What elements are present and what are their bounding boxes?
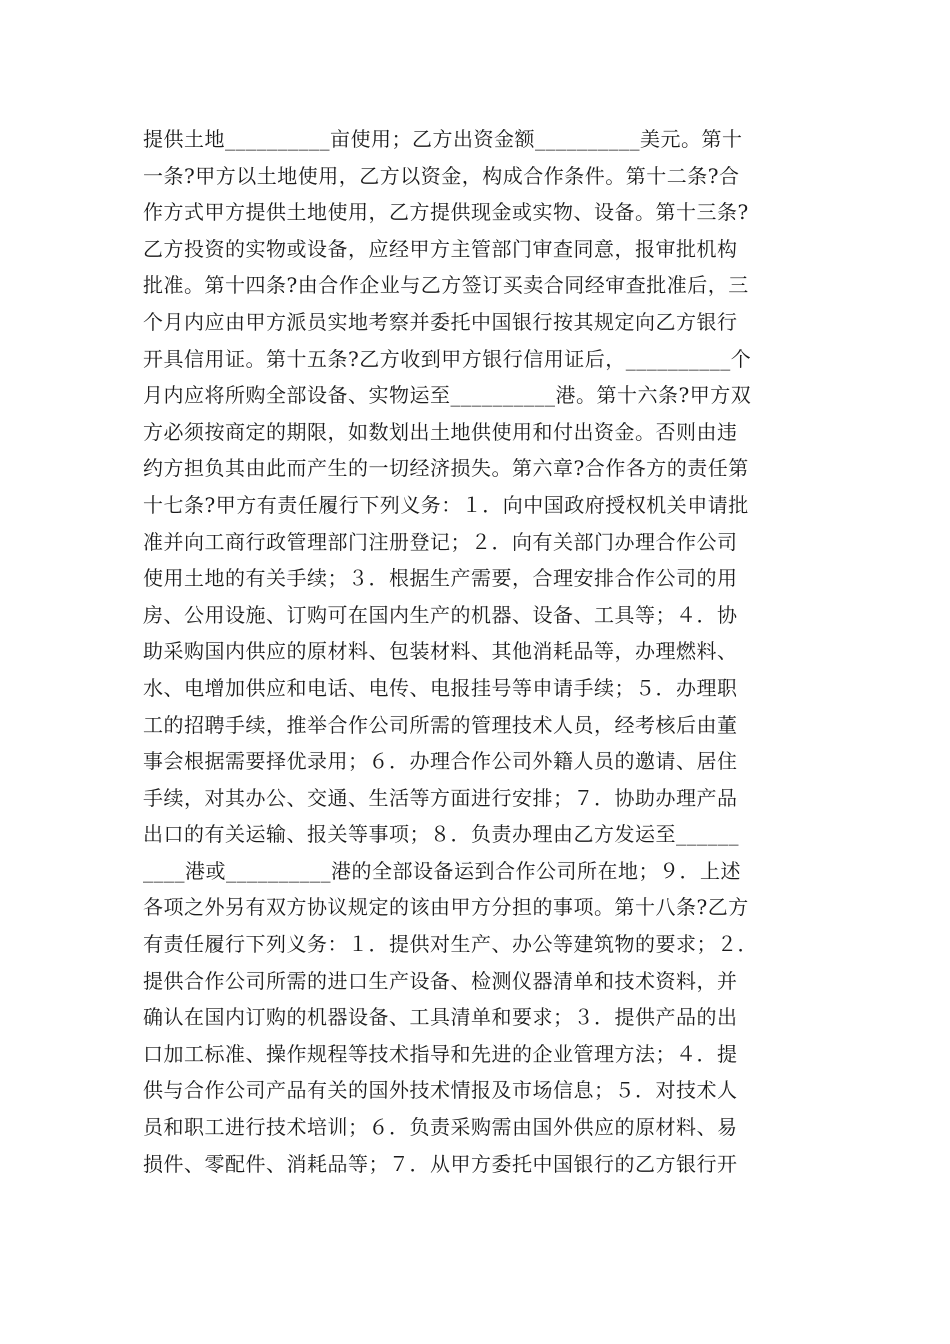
text-line: 月内应将所购全部设备、实物运至__________港。第十六条?甲方双 [143, 383, 752, 408]
text-line: 各项之外另有双方协议规定的该由甲方分担的事项。第十八条?乙方 [143, 895, 749, 920]
text-line: 员和职工进行技术培训；６．负责采购需由国外供应的原材料、易 [143, 1115, 738, 1140]
text-line: 供与合作公司产品有关的国外技术情报及市场信息；５．对技术人 [143, 1078, 738, 1103]
text-line: 事会根据需要择优录用；６．办理合作公司外籍人员的邀请、居住 [143, 749, 738, 774]
text-line: 作方式甲方提供土地使用，乙方提供现金或实物、设备。第十三条? [143, 200, 749, 225]
text-line: 提供土地__________亩使用；乙方出资金额__________美元。第十 [143, 127, 743, 151]
text-line: ____港或__________港的全部设备运到合作公司所在地；９．上述 [143, 858, 741, 883]
text-line: 个月内应由甲方派员实地考察并委托中国银行按其规定向乙方银行 [143, 309, 738, 334]
text-line: 乙方投资的实物或设备，应经甲方主管部门审查同意，报审批机构 [143, 236, 738, 261]
text-line: 批准。第十四条?由合作企业与乙方签订买卖合同经审查批准后，三 [143, 273, 749, 298]
text-line: 方必须按商定的期限，如数划出土地供使用和付出资金。否则由违 [143, 419, 738, 444]
text-line: 确认在国内订购的机器设备、工具清单和要求；３．提供产品的出 [143, 1005, 738, 1030]
text-line: 手续，对其办公、交通、生活等方面进行安排；７．协助办理产品 [143, 785, 738, 810]
text-line: 助采购国内供应的原材料、包装材料、其他消耗品等，办理燃料、 [143, 639, 738, 664]
contract-body-text [143, 121, 803, 1182]
text-line: 水、电增加供应和电话、电传、电报挂号等申请手续；５．办理职 [143, 675, 738, 700]
text-line: 十七条?甲方有责任履行下列义务：１．向中国政府授权机关申请批 [143, 492, 749, 517]
text-line: 工的招聘手续，推举合作公司所需的管理技术人员，经考核后由董 [143, 712, 738, 737]
text-line: 约方担负其由此而产生的一切经济损失。第六章?合作各方的责任第 [143, 456, 749, 481]
text-line: 开具信用证。第十五条?乙方收到甲方银行信用证后，__________个 [143, 346, 752, 371]
text-line: 有责任履行下列义务：１．提供对生产、办公等建筑物的要求；２． [143, 932, 758, 957]
text-line: 一条?甲方以土地使用，乙方以资金，构成合作条件。第十二条?合 [143, 163, 740, 188]
text-line: 使用土地的有关手续；３．根据生产需要，合理安排合作公司的用 [143, 566, 738, 591]
text-line: 准并向工商行政管理部门注册登记；２．向有关部门办理合作公司 [143, 529, 738, 554]
text-line: 口加工标准、操作规程等技术指导和先进的企业管理方法；４．提 [143, 1041, 738, 1066]
text-line: 出口的有关运输、报关等事项；８．负责办理由乙方发运至______ [143, 822, 739, 847]
text-line: 房、公用设施、订购可在国内生产的机器、设备、工具等；４．协 [143, 602, 738, 627]
text-line: 提供合作公司所需的进口生产设备、检测仪器清单和技术资料，并 [143, 968, 738, 993]
text-line: 损件、零配件、消耗品等；７．从甲方委托中国银行的乙方银行开 [143, 1151, 738, 1176]
